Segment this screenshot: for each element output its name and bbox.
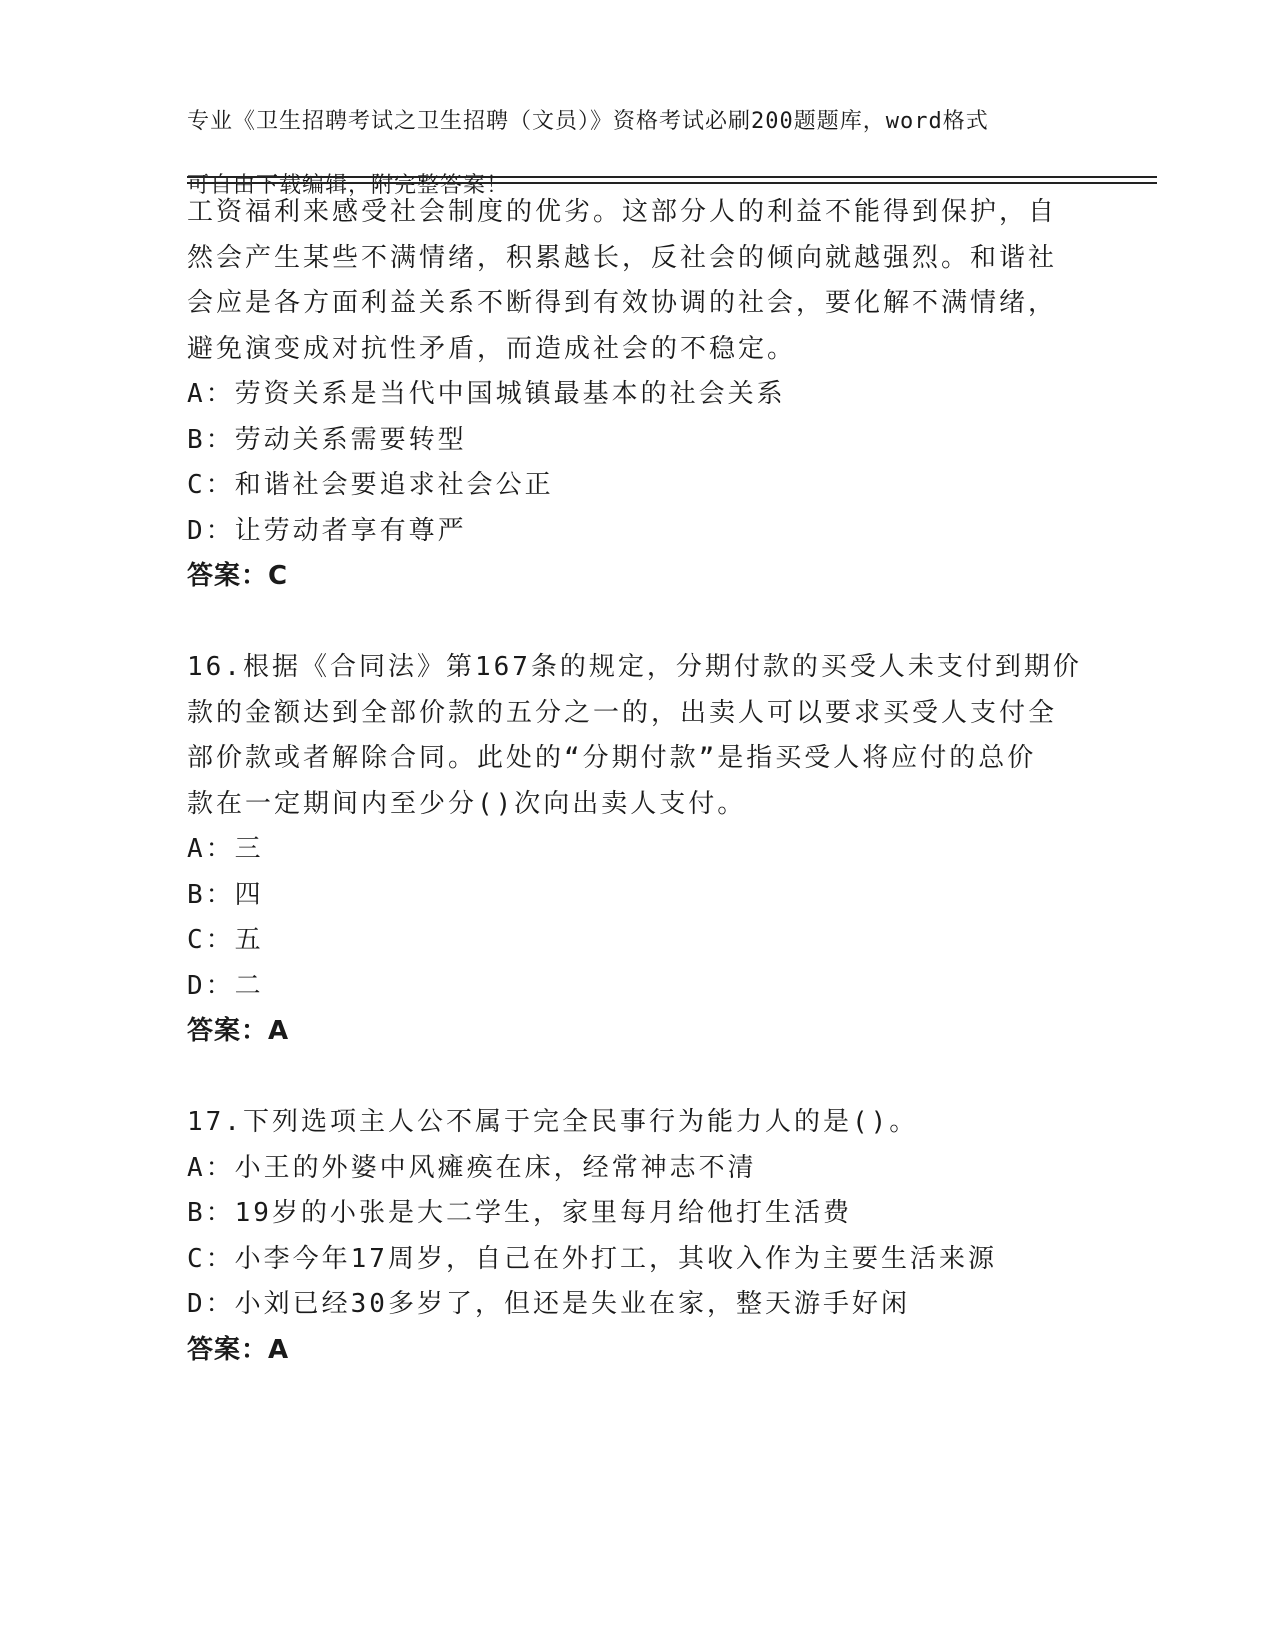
question-text-line: 会应是各方面利益关系不断得到有效协调的社会，要化解不满情绪， <box>187 288 1058 318</box>
question-16-block <box>187 645 1087 1055</box>
option-c: C：和谐社会要追求社会公正 <box>187 470 554 500</box>
option-b: B：19岁的小张是大二学生，家里每月给他打生活费 <box>187 1198 852 1228</box>
question-text-line: 工资福利来感受社会制度的优劣。这部分人的利益不能得到保护，自 <box>187 197 1058 227</box>
question-text-line: 16.根据《合同法》第167条的规定，分期付款的买受人未支付到期价 <box>187 652 1082 682</box>
option-c: C：小李今年17周岁，自己在外打工，其收入作为主要生活来源 <box>187 1243 997 1274</box>
question-text-line: 部价款或者解除合同。此处的“分期付款”是指买受人将应付的总价 <box>187 743 1037 773</box>
answer-line: 答案：A <box>187 1016 290 1046</box>
question-17-block <box>187 1100 1087 1373</box>
option-d: D：小刘已经30多岁了，但还是失业在家，整天游手好闲 <box>187 1289 910 1319</box>
option-a: A：劳资关系是当代中国城镇最基本的社会关系 <box>187 379 786 409</box>
question-15-block <box>187 190 1087 600</box>
option-b: B：四 <box>187 879 264 910</box>
option-d: D：让劳动者享有尊严 <box>187 515 467 546</box>
question-text-line: 17.下列选项主人公不属于完全民事行为能力人的是()。 <box>187 1107 919 1137</box>
question-text-line: 款的金额达到全部价款的五分之一的，出卖人可以要求买受人支付全 <box>187 697 1058 728</box>
option-a: A：三 <box>187 834 264 864</box>
spacer <box>187 1055 1087 1101</box>
document-body <box>187 190 1087 1373</box>
option-c: C：五 <box>187 925 264 955</box>
question-text-line: 然会产生某些不满情绪，积累越长，反社会的倾向就越强烈。和谐社 <box>187 242 1058 273</box>
option-d: D：二 <box>187 970 264 1001</box>
header-line-1: 专业《卫生招聘考试之卫生招聘（文员）》资格考试必刷200题题库，word格式 <box>187 109 989 134</box>
header-line-2: 可自由下载编辑，附完整答案！ <box>187 173 510 198</box>
spacer <box>187 600 1087 646</box>
header-divider-top <box>187 176 1157 178</box>
option-b: B：劳动关系需要转型 <box>187 424 467 455</box>
option-a: A：小王的外婆中风瘫痪在床，经常神志不清 <box>187 1152 757 1183</box>
question-text-line: 避免演变成对抗性矛盾，而造成社会的不稳定。 <box>187 333 797 364</box>
answer-line: 答案：C <box>187 561 289 591</box>
answer-line: 答案：A <box>187 1334 290 1365</box>
question-text-line: 款在一定期间内至少分()次向出卖人支付。 <box>187 788 747 819</box>
header-divider-bottom <box>187 182 1157 184</box>
